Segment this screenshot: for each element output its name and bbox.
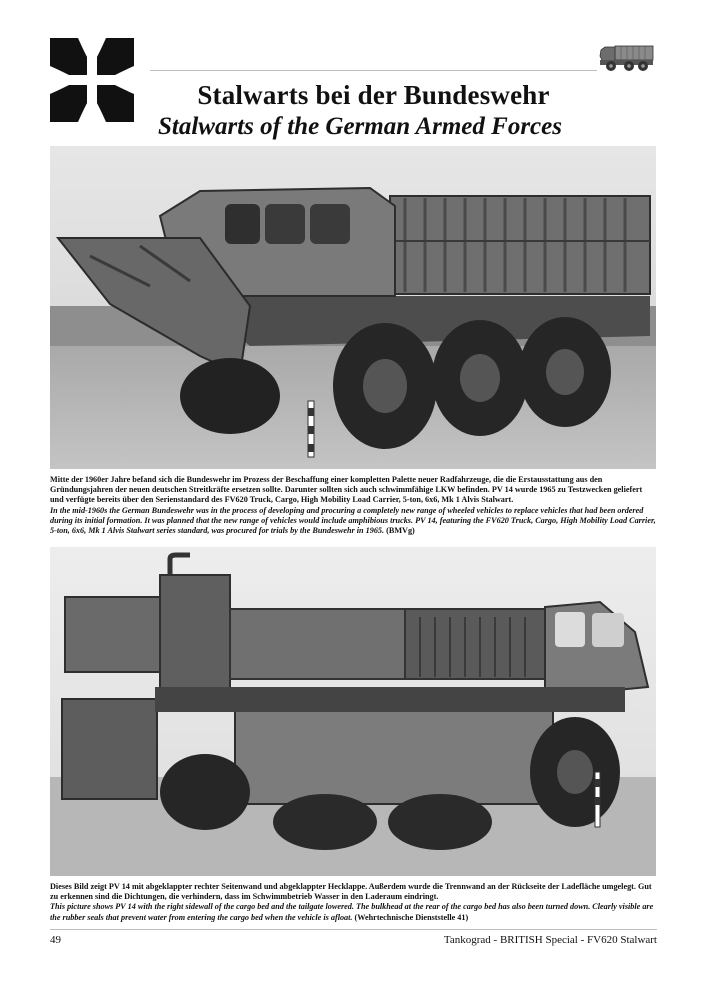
caption-photo-2 [50, 882, 656, 923]
iron-cross-icon [48, 36, 136, 124]
publication-title: Tankograd - BRITISH Special - FV620 Stalwart [443, 934, 657, 946]
page-title-german: Stalwarts bei der Bundeswehr [197, 80, 550, 110]
stalwart-truck-icon [597, 38, 657, 74]
caption-german: Mitte der 1960er Jahre befand sich die Bundeswehr im Prozess der Beschaffung einer kompletten Palette neuer Radfahrzeuge, die die Erstausstattung aus den Gründungsjahren der neuen deutschen Streitkräfte ersetzen sollte. Darunter sollten sich auch schwimmfähige LKW befinden. PV 14 wurde 1965 zu Testzwecken geliefert und verfügte bereits über den Serienstandard des FV620 Truck, Cargo, High Mobility Load Carrier, 5-ton, 6x6, Mk 1 Alvis Stalwart. [50, 475, 643, 505]
page-number: 49 [50, 934, 61, 946]
header-rule [150, 70, 597, 71]
caption-photo-1 [50, 475, 656, 536]
caption-english: In the mid-1960s the German Bundeswehr was in the process of developing and procuring a completely new range of wheeled vehicles to replace vehicles that had been ordered during its initial formation. It was planned that the new range of vehicles would include amphibious trucks. PV 14, featuring the FV620 Truck, Cargo, High Mobility Load Carrier, 5-ton, 6x6, Mk 1 Alvis Stalwart series standard, was procured for trials by the Bundeswehr in 1965. [50, 505, 656, 536]
photo-stalwart-front [50, 146, 656, 469]
page-title-english: Stalwarts of the German Armed Forces [158, 113, 562, 140]
photo-stalwart-side [50, 547, 656, 876]
photo-credit: (Wehrtechnische Dienststelle 41) [354, 912, 469, 922]
footer-rule [50, 929, 657, 930]
caption-english: This picture shows PV 14 with the right sidewall of the cargo bed and the tailgate lowered. The bulkhead at the rear of the cargo bed has also been turned down. Clearly visible are the rubber seals that prevent water from entering the cargo bed when the vehicle is afloat. [50, 902, 654, 922]
caption-german: Dieses Bild zeigt PV 14 mit abgeklappter rechter Seitenwand und abgeklappter Hecklappe. Außerdem wurde die Trennwand an der Rückseite der Ladefläche umgelegt. Gut zu erkennen sind die Dichtungen, die verhindern, dass im Schwimmbetrieb Wasser in den Laderaum eindringt. [50, 882, 652, 902]
photo-credit: (BMVg) [386, 526, 415, 536]
